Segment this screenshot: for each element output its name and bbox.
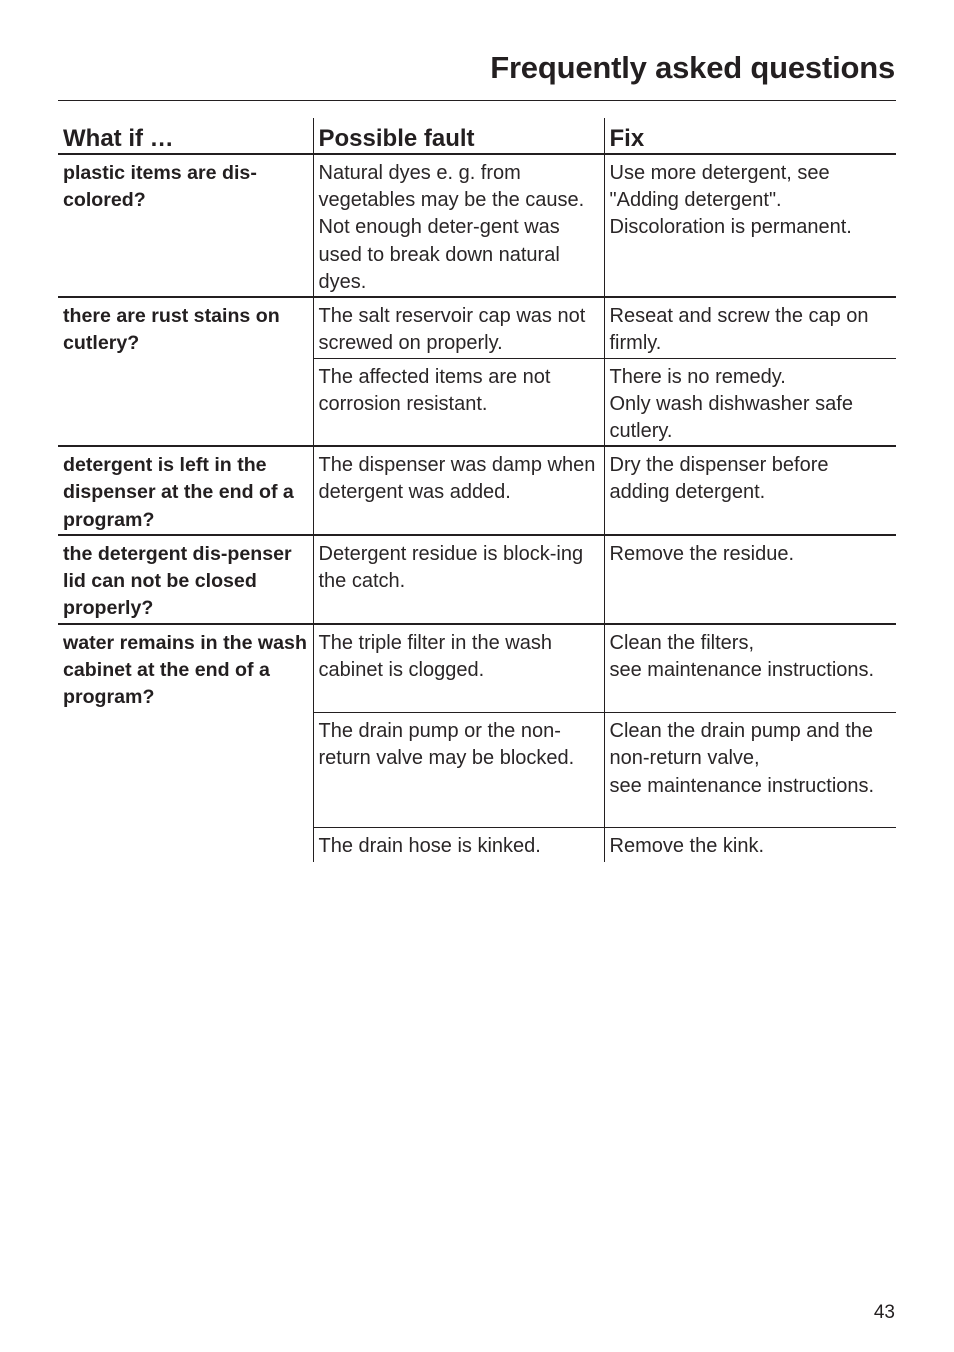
title-divider	[58, 100, 896, 101]
question-cell: there are rust stains on cutlery?	[58, 297, 313, 446]
header-possible-fault: Possible fault	[313, 118, 604, 154]
fault-cell: The drain pump or the non-return valve may be blocked.	[313, 713, 604, 828]
fix-cell	[604, 446, 896, 535]
header-what-if: What if …	[58, 118, 313, 154]
question-cell: detergent is left in the dispenser at the end of a program?	[58, 446, 313, 535]
fault-cell: The drain hose is kinked.	[313, 828, 604, 862]
fix-cell	[604, 535, 896, 624]
fix-line: Only wash dishwasher safe cutlery.	[609, 392, 853, 442]
table-row	[58, 154, 896, 297]
table-header-row	[58, 118, 896, 154]
fix-line: Use more detergent, see "Adding detergent".	[609, 162, 830, 212]
fix-line: see maintenance instructions.	[609, 774, 875, 797]
fix-cell	[604, 358, 896, 446]
fault-cell: Natural dyes e. g. from vegetables may be the cause. Not enough deter-gent was used to break down natural dyes.	[313, 154, 604, 297]
fault-cell: The salt reservoir cap was not screwed on properly.	[313, 297, 604, 358]
page-title: Frequently asked questions	[490, 50, 895, 85]
fix-cell	[604, 154, 896, 297]
fix-line: Discoloration is permanent.	[609, 216, 852, 239]
fix-line: Remove the kink.	[609, 835, 765, 858]
table-row	[58, 446, 896, 535]
fix-cell	[604, 828, 896, 862]
fix-line: There is no remedy.	[609, 365, 786, 388]
fault-cell: The affected items are not corrosion resistant.	[313, 358, 604, 446]
fix-line: see maintenance instructions.	[609, 658, 875, 681]
fix-line: Remove the residue.	[609, 542, 795, 565]
fix-line: Dry the dispenser before adding detergent.	[609, 454, 829, 504]
table-row	[58, 624, 896, 713]
fix-cell	[604, 713, 896, 828]
fix-line: Clean the drain pump and the non-return valve,	[609, 720, 874, 770]
fix-cell	[604, 624, 896, 713]
fault-cell: Detergent residue is block-ing the catch.	[313, 535, 604, 624]
fix-line: Reseat and screw the cap on firmly.	[609, 305, 869, 355]
fault-cell: The triple filter in the wash cabinet is clogged.	[313, 624, 604, 713]
fault-cell: The dispenser was damp when detergent was added.	[313, 446, 604, 535]
header-fix: Fix	[604, 118, 896, 154]
fix-cell	[604, 297, 896, 358]
question-cell: water remains in the wash cabinet at the end of a program?	[63, 631, 307, 709]
faq-table	[58, 118, 896, 862]
table-row	[58, 297, 896, 358]
question-cell: plastic items are dis-colored?	[58, 154, 313, 297]
fix-line: Clean the filters,	[609, 631, 755, 654]
table-row	[58, 535, 896, 624]
page-number: 43	[873, 1302, 895, 1323]
question-cell: the detergent dis-penser lid can not be closed properly?	[58, 535, 313, 624]
